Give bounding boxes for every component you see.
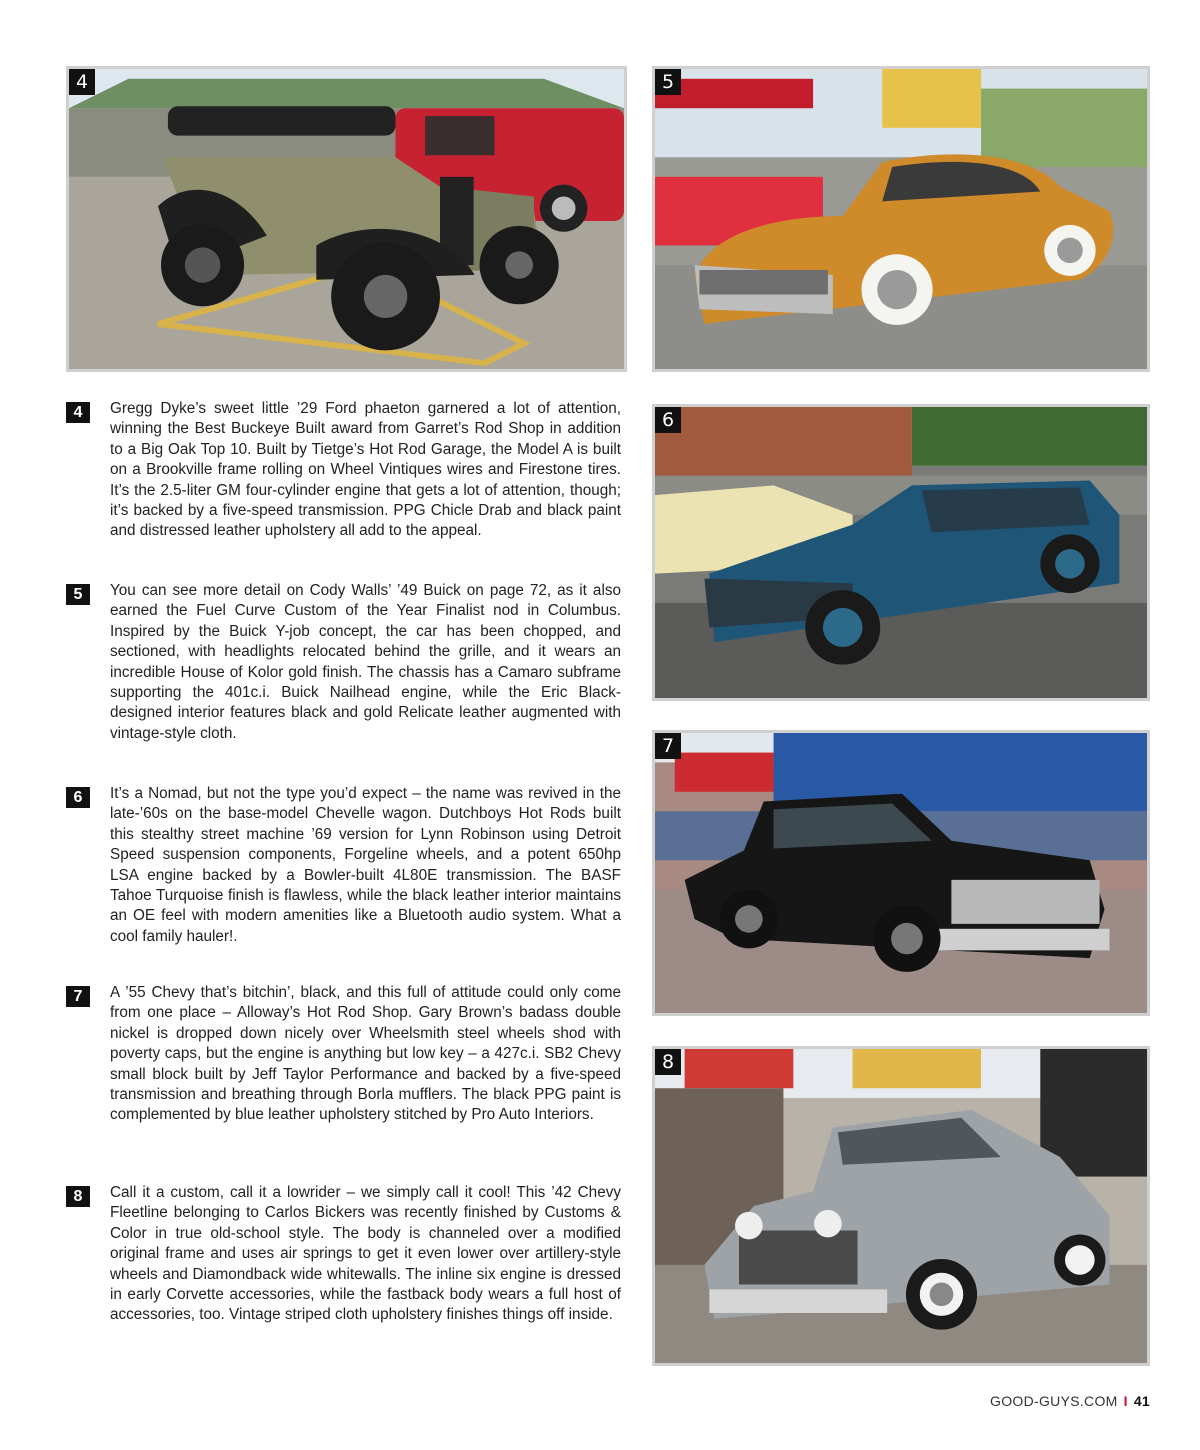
caption-text: Call it a custom, call it a lowrider – we simply call it cool! This ’42 Chevy Fleetline belonging to Carlos Bickers was recently finished by Customs & Color in true old-school style. The body is channeled over a modified original frame and uses air springs to get it even lower over artillery-style wheels and Diamondback wide whitewalls. The inline six engine is dressed in early Corvette accessories, while the fastback body wears a full host of accessories, too. Vintage striped cloth upholstery finishes things off inside. [110,1184,621,1324]
page-number: 41 [1133,1393,1150,1409]
caption-number-badge: 8 [66,1186,90,1207]
photo-8 [652,1046,1150,1366]
caption-number-badge: 7 [66,986,90,1007]
fleetline-image [655,1049,1147,1363]
photo-6 [652,404,1150,701]
caption-4 [66,399,621,542]
photo-number-badge: 8 [655,1049,681,1075]
photo-4 [66,66,627,372]
page-footer [990,1393,1150,1409]
photo-7 [652,730,1150,1016]
photo-number-badge: 4 [69,69,95,95]
caption-7 [66,983,621,1126]
footer-site: GOOD-GUYS.COM [990,1393,1118,1409]
footer-separator: I [1123,1393,1128,1409]
caption-text: You can see more detail on Cody Walls’ ’49 Buick on page 72, as it also earned the Fuel Curve Custom of the Year Finalist nod in Columbus. Inspired by the Buick Y-job concept, the car has been chopped, and sectioned, with headlights relocated behind the grille, and it wears an incredible House of Kolor gold finish. The chassis has a Camaro subframe supporting the 401c.i. Buick Nailhead engine, while the Eric Black-designed interior features black and gold Relicate leather augmented with vintage-style cloth. [110,582,621,742]
caption-number-badge: 5 [66,584,90,605]
caption-8 [66,1183,621,1326]
caption-number-badge: 4 [66,402,90,423]
photo-number-badge: 5 [655,69,681,95]
phaeton-image [69,69,624,369]
caption-text: A ’55 Chevy that’s bitchin’, black, and this full of attitude could only come from one place – Alloway’s Hot Rod Shop. Gary Brown’s badass double nickel is dropped down nicely over Wheelsmith steel wheels shod with poverty caps, but the engine is anything but low key – a 427c.i. SB2 Chevy small block built by Jeff Taylor Performance and backed by a five-speed transmission and breathing through Borla mufflers. The black PPG paint is complemented by blue leather upholstery stitched by Pro Auto Interiors. [110,984,621,1124]
buick-image [655,69,1147,369]
nomad-image [655,407,1147,698]
photo-number-badge: 6 [655,407,681,433]
photo-5 [652,66,1150,372]
caption-6 [66,784,621,947]
caption-5 [66,581,621,744]
caption-text: Gregg Dyke’s sweet little ’29 Ford phaeton garnered a lot of attention, winning the Best Buckeye Built award from Garret’s Rod Shop in addition to a Big Oak Top 10. Built by Tietge’s Hot Rod Garage, the Model A is built on a Brookville frame rolling on Wheel Vintiques wires and Firestone tires. It’s the 2.5-liter GM four-cylinder engine that gets a lot of attention, though; it’s backed by a five-speed transmission. PPG Chicle Drab and black paint and distressed leather upholstery all add to the appeal. [110,400,621,540]
chevy-55-image [655,733,1147,1013]
caption-text: It’s a Nomad, but not the type you’d expect – the name was revived in the late-’60s on the base-model Chevelle wagon. Dutchboys Hot Rods built this stealthy street machine ’69 version for Lynn Robinson using Detroit Speed suspension components, Forgeline wheels, and a potent 650hp LSA engine backed by a Bowler-built 4L80E transmission. The BASF Tahoe Turquoise finish is flawless, while the black leather interior maintains an OE feel with modern amenities like a Bluetooth audio system. What a cool family hauler!. [110,785,621,945]
caption-number-badge: 6 [66,787,90,808]
photo-number-badge: 7 [655,733,681,759]
